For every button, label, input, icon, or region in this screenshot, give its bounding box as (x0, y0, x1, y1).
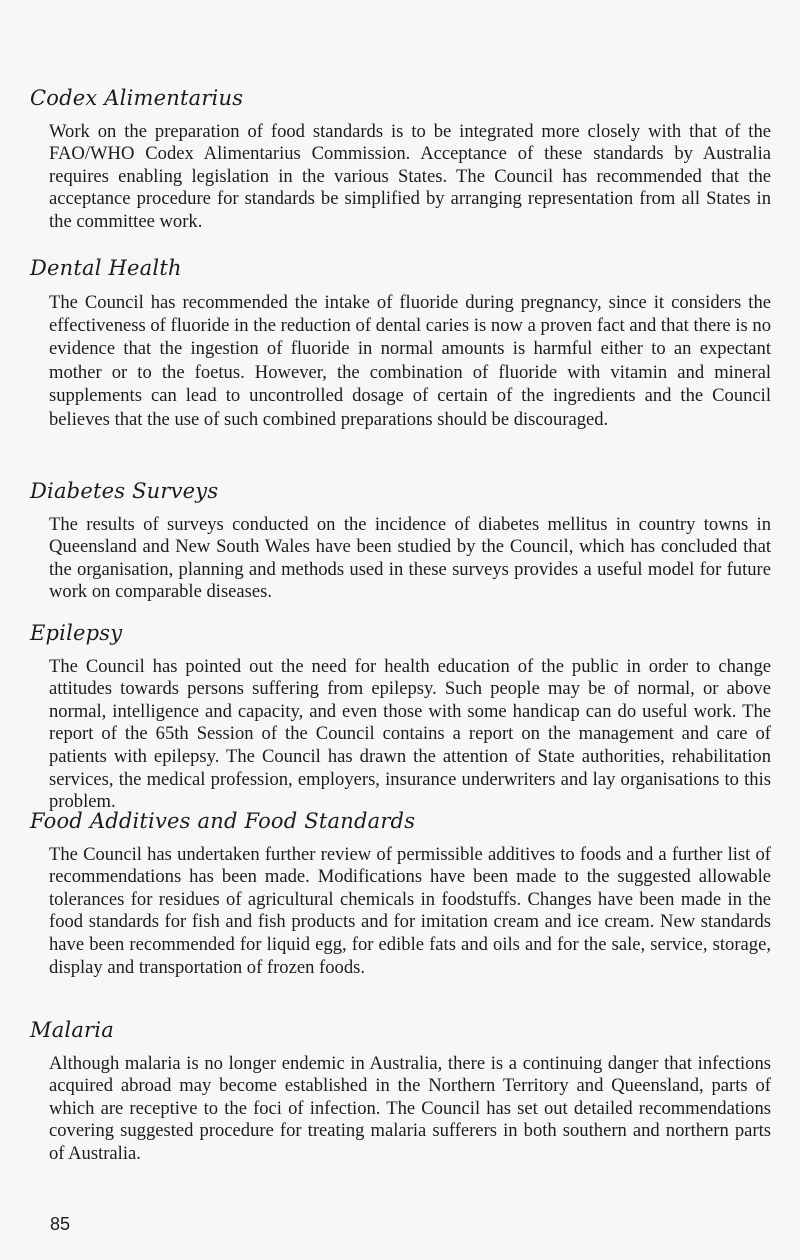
section-heading: Food Additives and Food Standards (30, 809, 416, 833)
section-paragraph: The Council has recommended the intake of fluoride during pregnancy, since it considers the effectiveness of fluoride in the reduction of dental caries is now a proven fact and that there is no evidence that the ingestion of fluoride in normal amounts is harmful either to an expectant mother or to the foetus. However, the combination of fluoride with vitamin and mineral supplements can lead to uncontrolled dosage of certain of the ingredients and the Council believes that the use of such combined preparations should be discouraged. (49, 291, 771, 430)
section-paragraph: Although malaria is no longer endemic in Australia, there is a continuing danger that infections acquired abroad may become established in the Northern Territory and Queensland, parts of which are receptive to the foci of infection. The Council has set out detailed recommendations covering suggested procedure for treating malaria sufferers in both southern and northern parts of Australia. (49, 1052, 771, 1164)
section-heading: Malaria (30, 1018, 114, 1042)
section-heading: Codex Alimentarius (30, 86, 244, 110)
section-heading: Dental Health (30, 256, 182, 280)
section-paragraph: The results of surveys conducted on the incidence of diabetes mellitus in country towns in Queensland and New South Wales have been studied by the Council, which has concluded that the organisation, planning and methods used in these surveys provides a useful model for future work on comparable diseases. (49, 513, 771, 603)
section-paragraph: The Council has pointed out the need for health education of the public in order to change attitudes towards persons suffering from epilepsy. Such people may be of normal, or above normal, intelligence and capacity, and even those with some handicap can do useful work. The report of the 65th Session of the Council contains a report on the management and care of patients with epilepsy. The Council has drawn the attention of State authorities, rehabilitation services, the medical profession, employers, insurance underwriters and lay organisations to this problem. (49, 655, 771, 813)
section-paragraph: The Council has undertaken further review of permissible additives to foods and a further list of recommendations has been made. Modifications have been made to the suggested allowable tolerances for residues of agricultural chemicals in foodstuffs. Changes have been made in the food standards for fish and fish products and for imitation cream and ice cream. New standards have been recommended for liquid egg, for edible fats and oils and for the sale, service, storage, display and transportation of frozen foods. (49, 843, 771, 978)
page-number: 85 (50, 1214, 71, 1234)
section-heading: Diabetes Surveys (30, 479, 219, 503)
section-heading: Epilepsy (30, 621, 123, 645)
section-paragraph: Work on the preparation of food standards is to be integrated more closely with that of the FAO/WHO Codex Alimentarius Commission. Acceptance of these standards by Australia requires enabling legislation in the various States. The Council has recommended that the acceptance procedure for standards be simplified by arranging representation from all States in the committee work. (49, 120, 771, 232)
